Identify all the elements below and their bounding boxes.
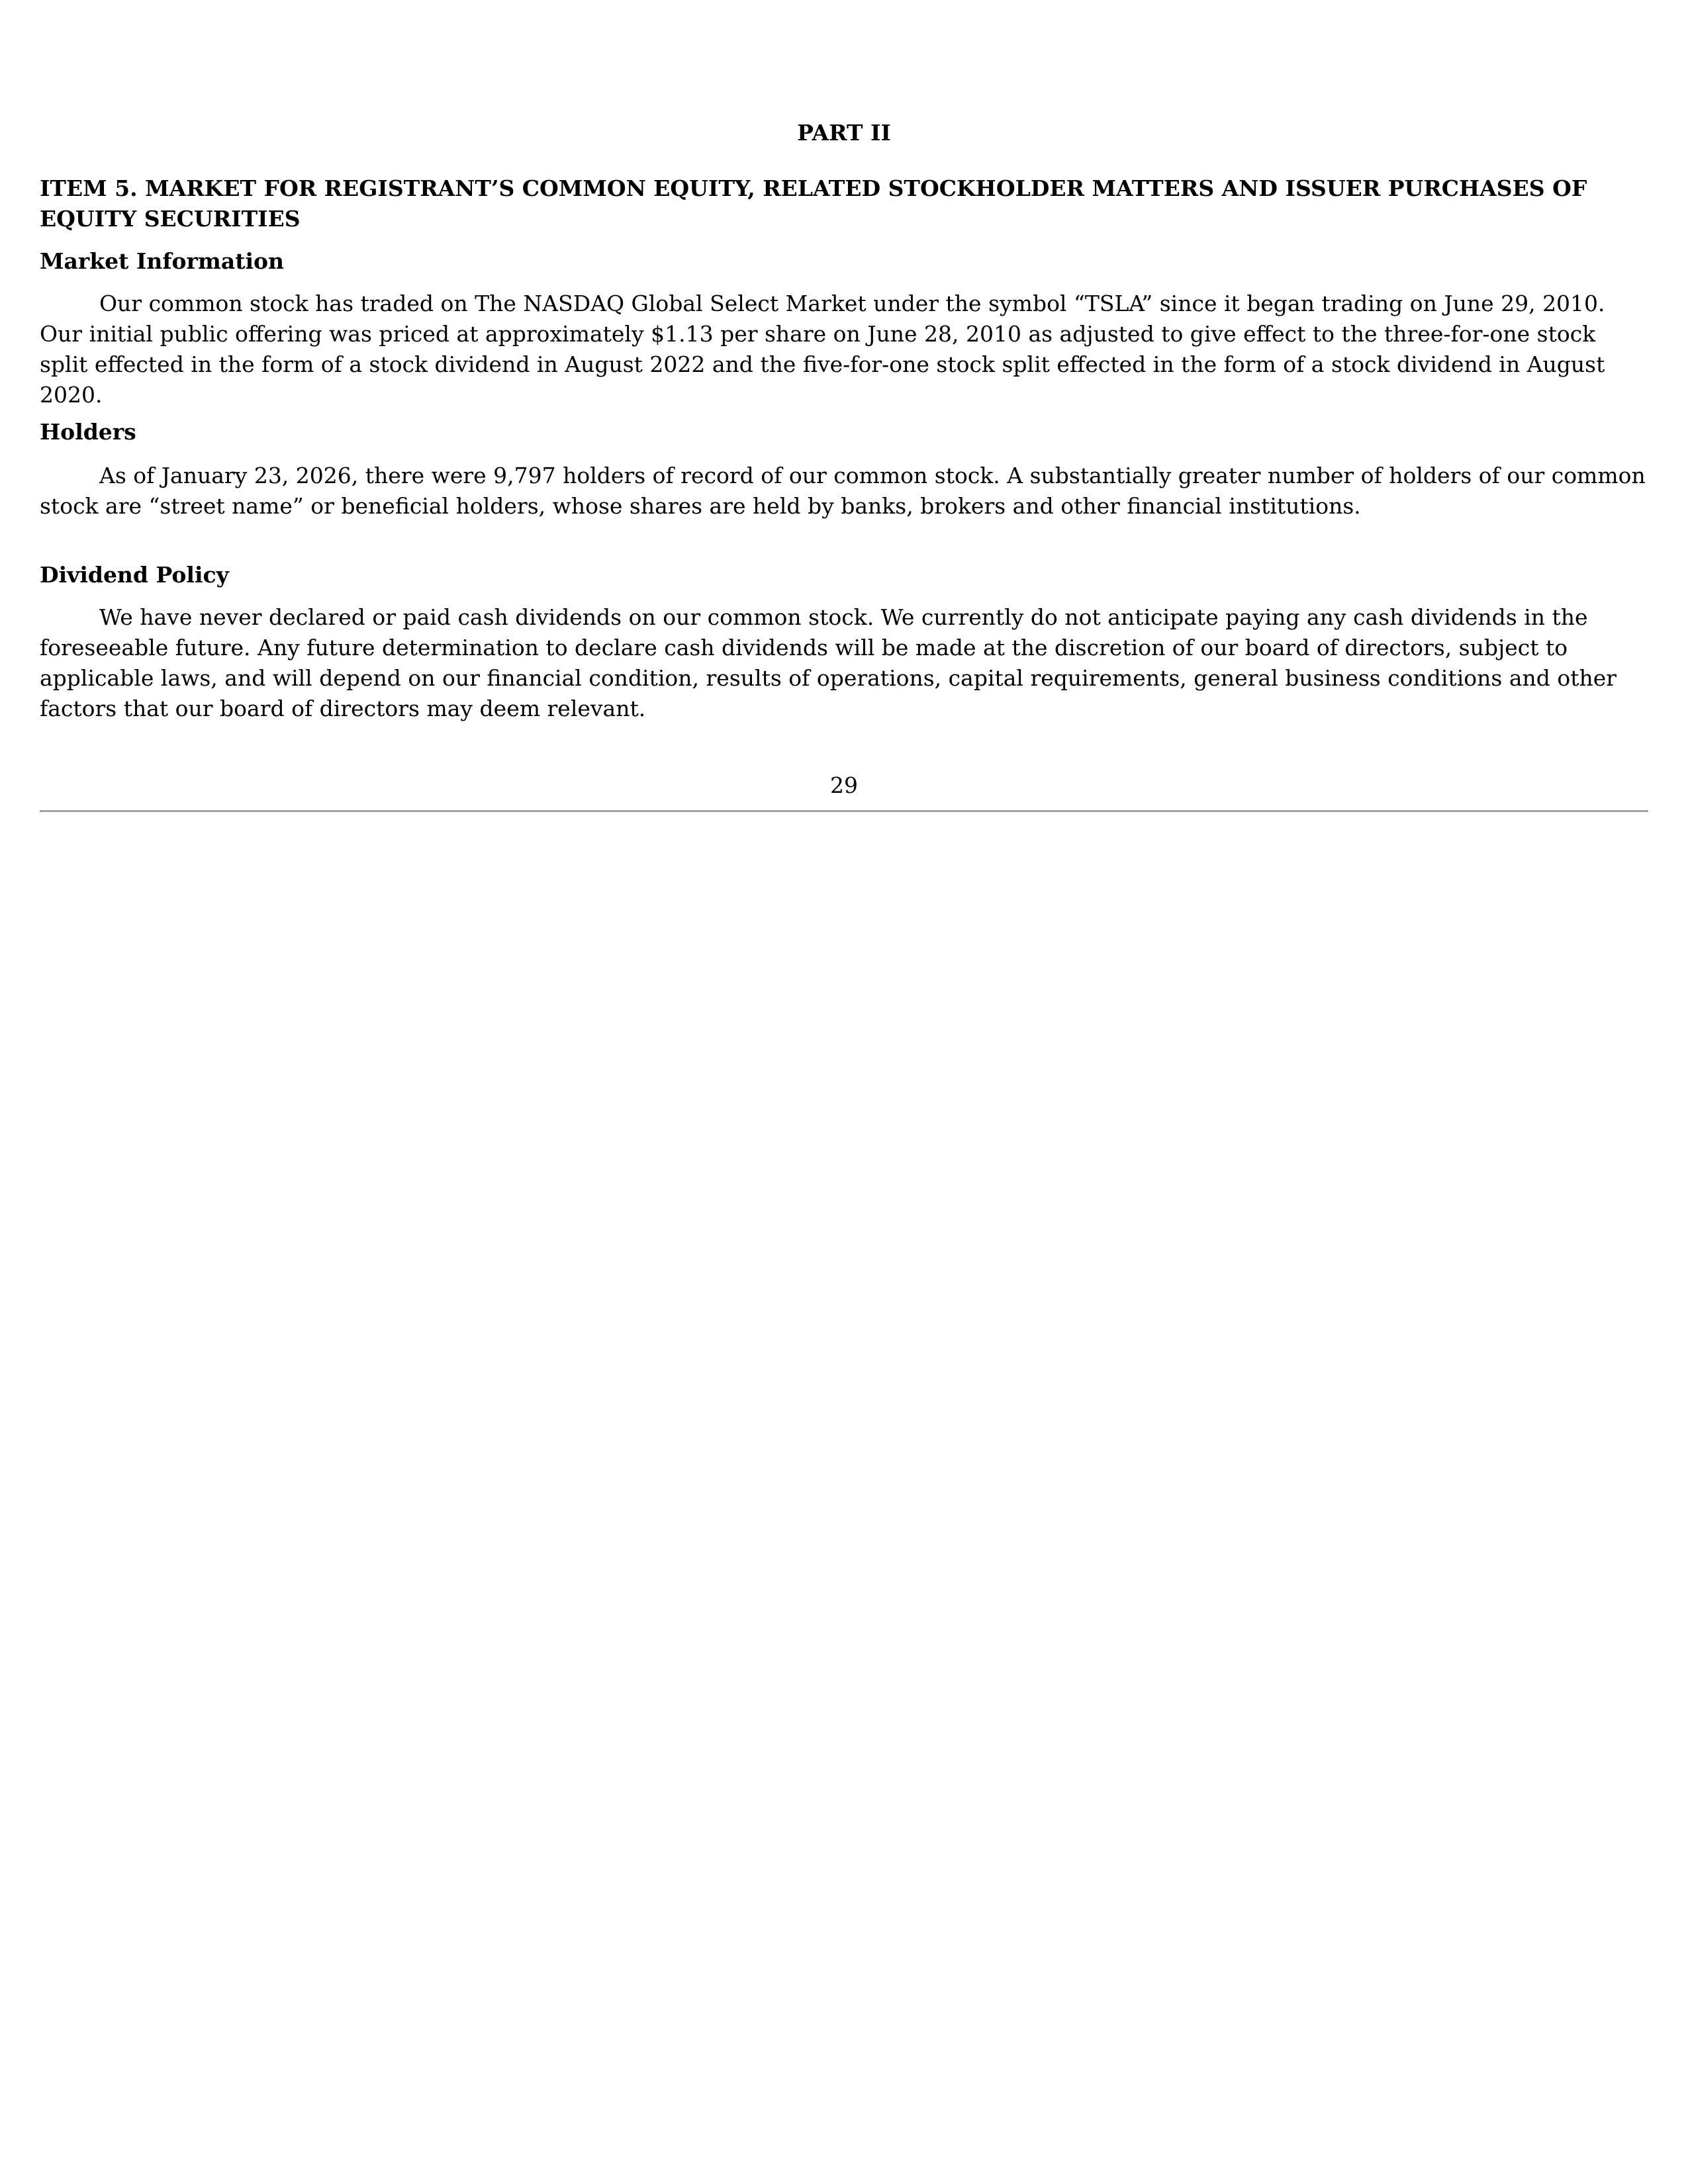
paragraph-dividend-policy: We have never declared or paid cash dividends on our common stock. We currently do not anticipate paying any cash dividends in the foreseeable future. Any future determination to declare cash dividends will be made at the discretion of our board of directors, subject to applicable laws, and will depend on our financial condition, results of operations, capital requirements, general business conditions and other factors that our board of directors may deem relevant. <box>40 604 1617 721</box>
section-heading-market-information: Market Information <box>40 248 284 274</box>
paragraph-market-information: Our common stock has traded on The NASDAQ Global Select Market under the symbol “TSLA” since it began trading on June 29, 2010. Our initial public offering was priced at approximately $1.13 per share on June 28, 2010 as adjusted to give effect to the three-for-one stock split effected in the form of a stock dividend in August 2022 and the five-for-one stock split effected in the form of a stock dividend in August 2020. <box>40 291 1605 408</box>
paragraph-holders: As of January 23, 2026, there were 9,797 holders of record of our common stock. A substantially greater number of holders of our common stock are “street name” or beneficial holders, whose shares are held by banks, brokers and other financial institutions. <box>40 463 1646 519</box>
page-number: 29 <box>830 772 858 798</box>
item-title: ITEM 5. MARKET FOR REGISTRANT’S COMMON EQUITY, RELATED STOCKHOLDER MATTERS AND ISSUER PURCHASES OF EQUITY SECURITIES <box>40 175 1587 232</box>
part-title: PART II <box>797 120 891 146</box>
section-heading-holders: Holders <box>40 419 136 445</box>
page-divider <box>40 810 1648 812</box>
section-heading-dividend-policy: Dividend Policy <box>40 562 229 588</box>
